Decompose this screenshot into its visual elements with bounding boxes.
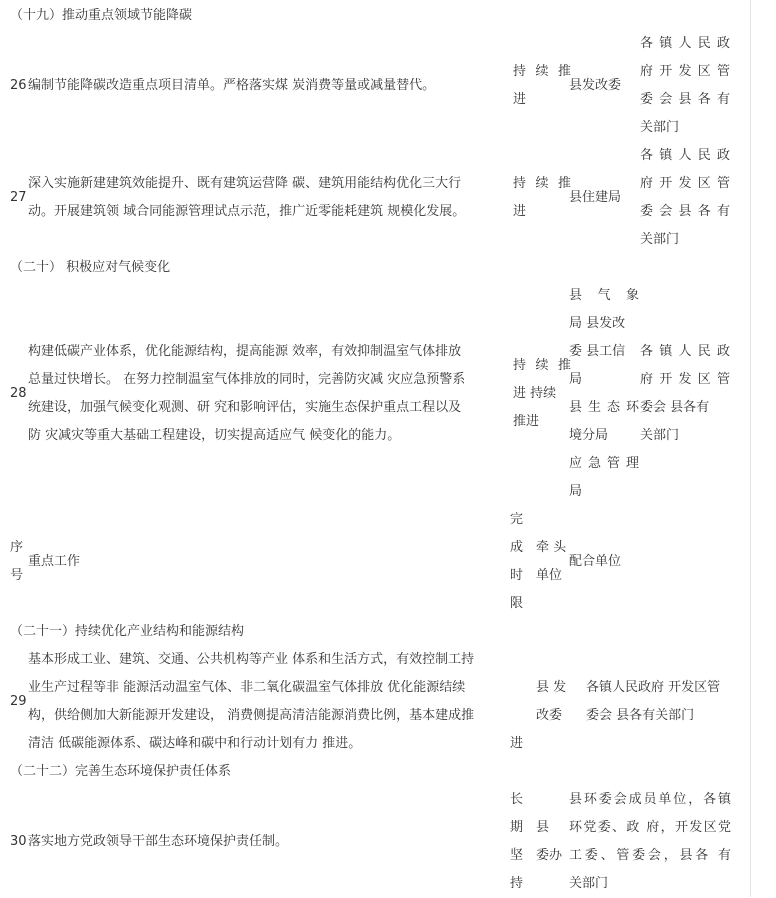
row-29-lead: 县 发 改委 (536, 680, 567, 723)
row-27-seq: 27 (10, 190, 27, 205)
row-27-support: 各 镇 人 民 政 府 开 发 区 管 委 会 县 各 有 关部门 (640, 148, 730, 247)
row-28-lead: 县 气 象 局 县发改 委 县工信 局 县 生 态 环 境分局 应 急 管 理 局 (569, 288, 639, 499)
row-29-support: 各镇人民政府 开发区管 委会 县各有关部门 (586, 680, 721, 723)
row-30-seq: 30 (10, 834, 27, 849)
row-30-deadline: 长 期 坚 持 (510, 792, 524, 891)
row-30-support: 县环委会成员单位，各镇 环党委、政 府，开发区党 工委、管委会，县各 有 关部门 (569, 792, 731, 891)
row-30-lead: 县 委办 (536, 820, 563, 863)
row-26-deadline: 持 续 推 进 (513, 64, 571, 107)
row-28-seq: 28 (10, 386, 27, 401)
row-26-seq: 26 (10, 78, 27, 93)
row-26-support: 各 镇 人 民 政 府 开 发 区 管 委 会 县 各 有 关部门 (640, 36, 730, 135)
row-29-seq: 29 (10, 694, 27, 709)
header-seq: 序 号 (10, 540, 24, 583)
section-title-21: （二十一）持续优化产业结构和能源结构 (10, 624, 245, 639)
header-deadline: 完 成 时 限 (510, 512, 524, 611)
row-28-task: 构建低碳产业体系，优化能源结构，提高能源 效率，有效抑制温室气体排放 总量过快增长。 在努力控制温室气体排放的同时，完善防灾减 灾应急预警系 统建设，加强气候变化观测、研 究和影响评估，实施生态保护重点工程以及 防 灾减灾等重大基础工程建设，切实提高适应气 候变化的能力。 (28, 344, 466, 443)
header-task: 重点工作 (28, 554, 81, 569)
row-28-support: 各 镇 人 民 政 府 开 发 区 管 委会 县各有 关部门 (640, 344, 730, 443)
row-28-deadline: 持 续 推 进 持续 推进 (513, 358, 571, 429)
row-29-deadline: 进 (510, 736, 524, 751)
row-26-lead: 县发改委 (569, 78, 622, 93)
section-title-19: （十九）推动重点领域节能降碳 (10, 8, 193, 23)
header-lead: 牵 头 单位 (536, 540, 567, 583)
row-30-task: 落实地方党政领导干部生态环境保护责任制。 (28, 834, 289, 849)
header-support: 配合单位 (569, 554, 622, 569)
row-27-task: 深入实施新建建筑效能提升、既有建筑运营降 碳、建筑用能结构优化三大行 动。开展建筑领 域合同能源管理试点示范，推广近零能耗建筑 规模化发展。 (28, 176, 466, 219)
section-title-20: （二十） 积极应对气候变化 (10, 260, 171, 275)
row-29-task: 基本形成工业、建筑、交通、公共机构等产业 体系和生活方式，有效控制工持 业生产过程等非 能源活动温室气体、非二氧化碳温室气体排放 优化能源结续 构，供给侧加大新能源开发建设， 消费侧提高清洁能源消费比例，基本建成推 清洁 低碳能源体系、碳达峰和碳中和行动计划有力 推进。 (28, 652, 475, 751)
table-right-border (750, 0, 751, 897)
section-title-22: （二十二）完善生态环境保护责任体系 (10, 764, 232, 779)
row-26-task: 编制节能降碳改造重点项目清单。严格落实煤 炭消费等量或减量替代。 (28, 78, 436, 93)
row-27-lead: 县住建局 (569, 190, 622, 205)
row-27-deadline: 持 续 推 进 (513, 176, 571, 219)
